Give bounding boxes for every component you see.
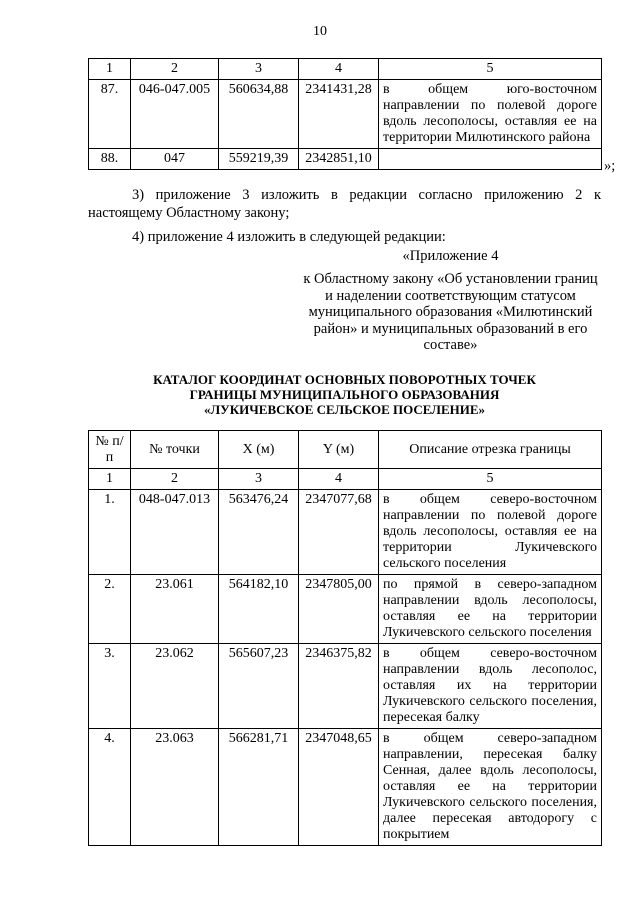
table-row xyxy=(89,729,602,846)
header-y: Y (м) xyxy=(299,431,379,469)
x-coordinate: 565607,23 xyxy=(219,644,299,729)
row-index: 3. xyxy=(89,644,131,729)
page-number: 10 xyxy=(313,24,327,39)
appendix-title: «Приложение 4 xyxy=(402,248,499,264)
header-x: X (м) xyxy=(219,431,299,469)
point-id: 047 xyxy=(131,149,219,170)
row-index: 88. xyxy=(89,149,131,170)
col-number: 2 xyxy=(131,59,219,80)
header-description: Описание отрезка границы xyxy=(379,431,602,469)
row-index: 87. xyxy=(89,80,131,149)
x-coordinate: 566281,71 xyxy=(219,729,299,846)
segment-description xyxy=(379,149,602,170)
col-number: 4 xyxy=(299,469,379,490)
table-row xyxy=(89,80,602,149)
point-id: 23.062 xyxy=(131,644,219,729)
segment-description: в общем юго-восточном направлении по полевой дороге вдоль лесополосы, оставляя ее на территории Милютинского района xyxy=(379,80,602,149)
catalog-heading-line: ГРАНИЦЫ МУНИЦИПАЛЬНОГО ОБРАЗОВАНИЯ xyxy=(189,387,500,402)
table-header-row xyxy=(89,431,602,469)
segment-description: по прямой в северо-западном направлении вдоль лесополосы, оставляя ее на территории Лукичевского сельского поселения xyxy=(379,575,602,644)
y-coordinate: 2347077,68 xyxy=(299,490,379,575)
segment-description: в общем северо-западном направлении, пересекая балку Сенная, далее вдоль лесополосы, оставляя ее на территории Лукичевского сельского поселения, далее пересекая автодорогу с покрытием xyxy=(379,729,602,846)
paragraph-item-3: 3) приложение 3 изложить в редакции согласно приложению 2 к настоящему Областному закону; xyxy=(88,187,601,221)
col-number: 1 xyxy=(89,469,131,490)
col-number: 5 xyxy=(379,59,602,80)
x-coordinate: 559219,39 xyxy=(219,149,299,170)
col-number: 1 xyxy=(89,59,131,80)
col-number: 3 xyxy=(219,469,299,490)
x-coordinate: 564182,10 xyxy=(219,575,299,644)
table-row xyxy=(89,644,602,729)
table-row xyxy=(89,575,602,644)
coordinates-catalog-table xyxy=(88,430,602,846)
y-coordinate: 2346375,82 xyxy=(299,644,379,729)
row-index: 2. xyxy=(89,575,131,644)
column-numbers-row xyxy=(89,469,602,490)
row-index: 1. xyxy=(89,490,131,575)
x-coordinate: 563476,24 xyxy=(219,490,299,575)
table-row xyxy=(89,490,602,575)
catalog-heading-line: «ЛУКИЧЕВСКОЕ СЕЛЬСКОЕ ПОСЕЛЕНИЕ» xyxy=(203,402,486,417)
col-number: 3 xyxy=(219,59,299,80)
row-index: 4. xyxy=(89,729,131,846)
point-id: 046-047.005 xyxy=(131,80,219,149)
header-index: № п/п xyxy=(89,431,131,469)
catalog-heading xyxy=(88,372,601,417)
table-row xyxy=(89,149,602,170)
appendix-reference: к Областному закону «Об установлении границ и наделении соответствующим статусом муниципального образования «Милютинский район» и муниципальных образований в его составе» xyxy=(303,271,598,353)
y-coordinate: 2341431,28 xyxy=(299,80,379,149)
paragraph-item-4: 4) приложение 4 изложить в следующей редакции: xyxy=(132,229,446,245)
y-coordinate: 2347805,00 xyxy=(299,575,379,644)
point-id: 23.063 xyxy=(131,729,219,846)
point-id: 048-047.013 xyxy=(131,490,219,575)
y-coordinate: 2342851,10 xyxy=(299,149,379,170)
y-coordinate: 2347048,65 xyxy=(299,729,379,846)
catalog-heading-line: КАТАЛОГ КООРДИНАТ ОСНОВНЫХ ПОВОРОТНЫХ ТОЧЕК xyxy=(153,372,536,387)
closing-quote-mark: »; xyxy=(604,158,616,174)
table-header-row xyxy=(89,59,602,80)
segment-description: в общем северо-восточном направлении по полевой дороге вдоль лесополосы, оставляя ее на территории Лукичевского сельского поселения xyxy=(379,490,602,575)
coordinates-table-continued xyxy=(88,58,602,170)
col-number: 5 xyxy=(379,469,602,490)
point-id: 23.061 xyxy=(131,575,219,644)
segment-description: в общем северо-восточном направлении вдоль лесополос, оставляя их на территории Лукичевского сельского поселения, пересекая балку xyxy=(379,644,602,729)
x-coordinate: 560634,88 xyxy=(219,80,299,149)
col-number: 4 xyxy=(299,59,379,80)
header-point: № точки xyxy=(131,431,219,469)
col-number: 2 xyxy=(131,469,219,490)
